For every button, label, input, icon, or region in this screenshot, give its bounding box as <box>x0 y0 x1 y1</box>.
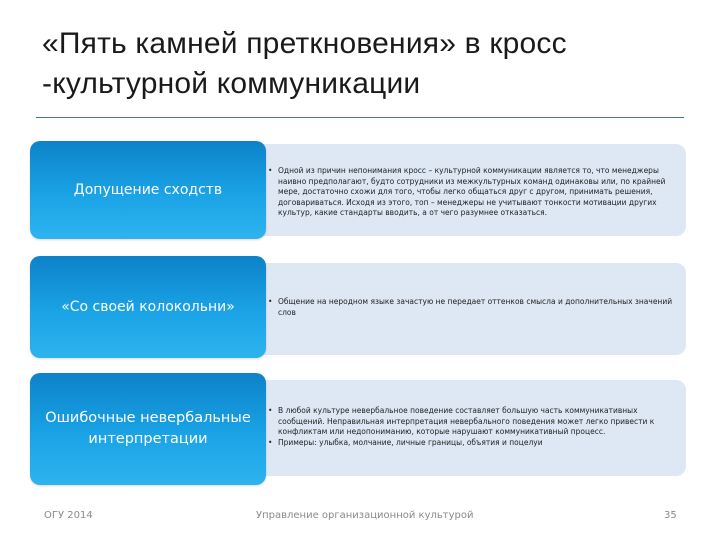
bullet-marker: • <box>268 406 273 415</box>
row-label: Допущение сходств <box>73 182 223 198</box>
description-text: Одной из причин непонимания кросс – культурной коммуникации является то, что менеджеры наивно предполагают, будто сотрудники из межкультурных команд одинаковы или, по крайней мере, достаточно схожи для того, чтобы легко общаться друг с другом, принимать решения, договариваться. Исходя из этого, топ – менеджеры не учитывают тонкости мотивации других культур, какие стандарты вводить, а от чего разумнее отказаться. <box>278 166 666 217</box>
description-bullet <box>266 406 674 438</box>
footer-center: Управление организационной культурой <box>256 510 474 521</box>
row-label: Ошибочные невербальные интерпретации <box>45 410 251 447</box>
bullet-marker: • <box>268 166 273 175</box>
description-bullet <box>266 166 674 219</box>
row-label: «Со своей колокольни» <box>61 299 235 315</box>
description-text: Примеры: улыбка, молчание, личные границы, объятия и поцелуи <box>278 437 543 447</box>
bullet-marker: • <box>268 297 273 306</box>
description-text: Общение на неродном языке зачастую не передает оттенков смысла и дополнительных значений слов <box>278 297 673 317</box>
description-box <box>250 380 686 476</box>
row-label-box <box>30 373 266 485</box>
row-label-box <box>30 256 266 358</box>
row-label-box <box>30 141 266 239</box>
description-box <box>250 144 686 236</box>
description-bullet <box>266 297 674 318</box>
footer-left: ОГУ 2014 <box>44 510 93 521</box>
description-box <box>250 263 686 355</box>
title-divider <box>36 117 684 118</box>
page-number: 35 <box>664 510 677 521</box>
bullet-marker: • <box>268 437 273 447</box>
slide-title: «Пять камней преткновения» в кросс -культурной коммуникации <box>42 27 567 100</box>
description-text: В любой культуре невербальное поведение составляет большую часть коммуникативных сообщений. Неправильная интерпретация невербального поведения может легко привести к конфликтам или недопониманию, которые нарушают коммуникативный процесс. <box>278 406 655 436</box>
description-bullet <box>266 438 674 449</box>
